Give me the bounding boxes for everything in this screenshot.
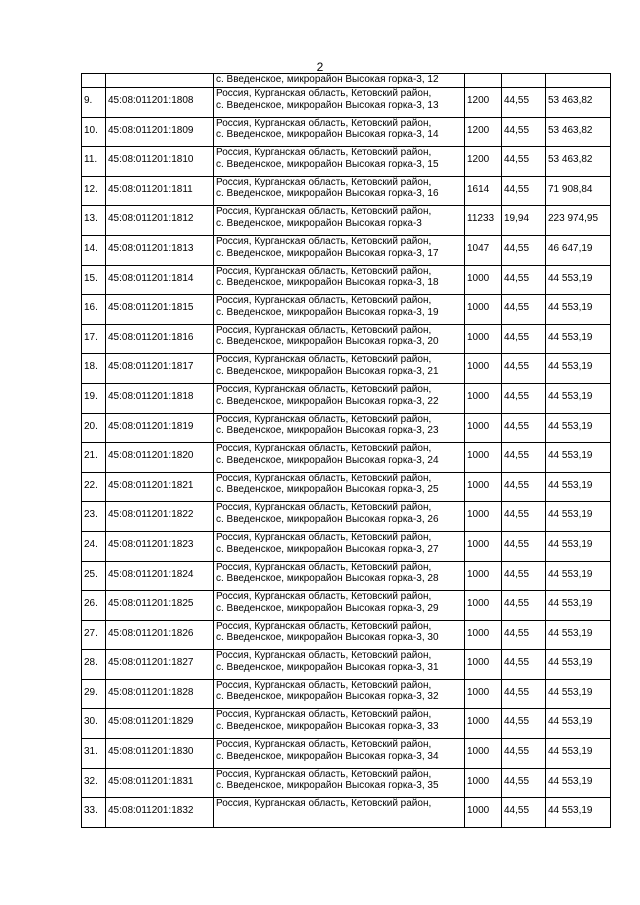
row-number-cell: 31. bbox=[82, 739, 106, 769]
rate-cell: 44,55 bbox=[502, 443, 546, 473]
table-row bbox=[82, 176, 611, 206]
area-cell: 1000 bbox=[465, 413, 502, 443]
value-cell: 44 553,19 bbox=[546, 472, 611, 502]
row-number-cell: 16. bbox=[82, 295, 106, 325]
value-cell bbox=[546, 74, 611, 88]
row-number-cell: 9. bbox=[82, 88, 106, 118]
address-line-1: Россия, Курганская область, Кетовский район, bbox=[216, 679, 432, 691]
table-row bbox=[82, 679, 611, 709]
rate-cell: 44,55 bbox=[502, 176, 546, 206]
address-cell bbox=[214, 147, 465, 177]
cadastral-number-cell: 45:08:011201:1827 bbox=[106, 650, 214, 680]
area-cell: 1000 bbox=[465, 354, 502, 384]
row-number-cell: 23. bbox=[82, 502, 106, 532]
address-line-2: с. Введенское, микрорайон Высокая горка-3, 30 bbox=[216, 632, 439, 644]
table-row bbox=[82, 354, 611, 384]
rate-cell: 44,55 bbox=[502, 383, 546, 413]
table-row bbox=[82, 324, 611, 354]
row-number-cell: 24. bbox=[82, 531, 106, 561]
row-number-cell: 28. bbox=[82, 650, 106, 680]
row-number-cell: 17. bbox=[82, 324, 106, 354]
table-row bbox=[82, 413, 611, 443]
row-number-cell: 21. bbox=[82, 443, 106, 473]
table-row bbox=[82, 561, 611, 591]
value-cell: 44 553,19 bbox=[546, 739, 611, 769]
rate-cell: 44,55 bbox=[502, 472, 546, 502]
address-line-1: Россия, Курганская область, Кетовский район, bbox=[216, 591, 432, 603]
cadastral-number-cell: 45:08:011201:1811 bbox=[106, 176, 214, 206]
table-row bbox=[82, 472, 611, 502]
row-number-cell: 30. bbox=[82, 709, 106, 739]
address-line-2: с. Введенское, микрорайон Высокая горка-3 bbox=[216, 217, 422, 229]
address-line-1: Россия, Курганская область, Кетовский район, bbox=[216, 650, 432, 662]
address-line-1: Россия, Курганская область, Кетовский район, bbox=[216, 295, 432, 307]
cadastral-number-cell: 45:08:011201:1820 bbox=[106, 443, 214, 473]
address-line-2: с. Введенское, микрорайон Высокая горка-3, 27 bbox=[216, 543, 439, 555]
area-cell: 1000 bbox=[465, 502, 502, 532]
value-cell: 44 553,19 bbox=[546, 383, 611, 413]
address-line-1: Россия, Курганская область, Кетовский район, bbox=[216, 117, 432, 129]
value-cell: 44 553,19 bbox=[546, 265, 611, 295]
address-line-2: с. Введенское, микрорайон Высокая горка-3, 20 bbox=[216, 336, 439, 348]
address-line-2: с. Введенское, микрорайон Высокая горка-3, 25 bbox=[216, 484, 439, 496]
area-cell: 11233 bbox=[465, 206, 502, 236]
row-number-cell: 29. bbox=[82, 679, 106, 709]
area-cell: 1000 bbox=[465, 531, 502, 561]
address-line-2: с. Введенское, микрорайон Высокая горка-3, 18 bbox=[216, 277, 439, 289]
address-line-2: с. Введенское, микрорайон Высокая горка-3, 32 bbox=[216, 691, 439, 703]
row-number-cell bbox=[82, 74, 106, 88]
value-cell: 53 463,82 bbox=[546, 117, 611, 147]
row-number-cell: 32. bbox=[82, 768, 106, 798]
address-line-1: Россия, Курганская область, Кетовский район, bbox=[216, 383, 432, 395]
value-cell: 44 553,19 bbox=[546, 354, 611, 384]
row-number-cell: 19. bbox=[82, 383, 106, 413]
value-cell: 223 974,95 bbox=[546, 206, 611, 236]
table-row bbox=[82, 502, 611, 532]
table-row bbox=[82, 620, 611, 650]
rate-cell bbox=[502, 74, 546, 88]
address-cell bbox=[214, 561, 465, 591]
address-line-2: с. Введенское, микрорайон Высокая горка-3, 28 bbox=[216, 573, 439, 585]
row-number-cell: 11. bbox=[82, 147, 106, 177]
address-cell bbox=[214, 443, 465, 473]
address-cell bbox=[214, 176, 465, 206]
cadastral-number-cell: 45:08:011201:1810 bbox=[106, 147, 214, 177]
area-cell: 1000 bbox=[465, 265, 502, 295]
rate-cell: 44,55 bbox=[502, 88, 546, 118]
address-cell bbox=[214, 531, 465, 561]
rate-cell: 19,94 bbox=[502, 206, 546, 236]
cadastral-number-cell: 45:08:011201:1823 bbox=[106, 531, 214, 561]
address-line-2: с. Введенское, микрорайон Высокая горка-3, 33 bbox=[216, 721, 439, 733]
area-cell: 1200 bbox=[465, 88, 502, 118]
value-cell: 44 553,19 bbox=[546, 650, 611, 680]
address-line-1: Россия, Курганская область, Кетовский район, bbox=[216, 561, 432, 573]
rate-cell: 44,55 bbox=[502, 354, 546, 384]
address-cell bbox=[214, 413, 465, 443]
rate-cell: 44,55 bbox=[502, 650, 546, 680]
table-row bbox=[82, 650, 611, 680]
value-cell: 46 647,19 bbox=[546, 235, 611, 265]
row-number-cell: 12. bbox=[82, 176, 106, 206]
area-cell: 1200 bbox=[465, 117, 502, 147]
row-number-cell: 18. bbox=[82, 354, 106, 384]
value-cell: 44 553,19 bbox=[546, 620, 611, 650]
rate-cell: 44,55 bbox=[502, 117, 546, 147]
address-line-1: Россия, Курганская область, Кетовский район, bbox=[216, 265, 432, 277]
value-cell: 44 553,19 bbox=[546, 768, 611, 798]
address-line-2: с. Введенское, микрорайон Высокая горка-3, 26 bbox=[216, 513, 439, 525]
row-number-cell: 33. bbox=[82, 798, 106, 828]
cadastral-number-cell: 45:08:011201:1826 bbox=[106, 620, 214, 650]
address-line-1: Россия, Курганская область, Кетовский район, bbox=[216, 147, 432, 159]
address-line-2: с. Введенское, микрорайон Высокая горка-3, 14 bbox=[216, 129, 439, 141]
area-cell: 1000 bbox=[465, 591, 502, 621]
table-row bbox=[82, 531, 611, 561]
address-cell bbox=[214, 650, 465, 680]
address-cell bbox=[214, 502, 465, 532]
table-row bbox=[82, 739, 611, 769]
page-number: 2 bbox=[316, 60, 324, 74]
address-cell: с. Введенское, микрорайон Высокая горка-3, 12 bbox=[214, 74, 465, 88]
cadastral-number-cell: 45:08:011201:1817 bbox=[106, 354, 214, 384]
area-cell: 1000 bbox=[465, 679, 502, 709]
rate-cell: 44,55 bbox=[502, 502, 546, 532]
area-cell: 1000 bbox=[465, 443, 502, 473]
row-number-cell: 13. bbox=[82, 206, 106, 236]
table-row bbox=[82, 295, 611, 325]
value-cell: 53 463,82 bbox=[546, 147, 611, 177]
address-cell bbox=[214, 768, 465, 798]
area-cell: 1000 bbox=[465, 324, 502, 354]
cadastral-number-cell: 45:08:011201:1822 bbox=[106, 502, 214, 532]
area-cell: 1000 bbox=[465, 620, 502, 650]
address-cell bbox=[214, 472, 465, 502]
area-cell: 1000 bbox=[465, 650, 502, 680]
row-number-cell: 26. bbox=[82, 591, 106, 621]
table-row bbox=[82, 88, 611, 118]
row-number-cell: 15. bbox=[82, 265, 106, 295]
address-line-2: с. Введенское, микрорайон Высокая горка-3, 31 bbox=[216, 661, 439, 673]
rate-cell: 44,55 bbox=[502, 591, 546, 621]
table-row bbox=[82, 798, 611, 828]
table-row bbox=[82, 709, 611, 739]
value-cell: 53 463,82 bbox=[546, 88, 611, 118]
value-cell: 44 553,19 bbox=[546, 443, 611, 473]
area-cell: 1000 bbox=[465, 798, 502, 828]
land-plots-table bbox=[81, 73, 611, 828]
cadastral-number-cell: 45:08:011201:1812 bbox=[106, 206, 214, 236]
table-row bbox=[82, 591, 611, 621]
address-line-1: Россия, Курганская область, Кетовский район, bbox=[216, 768, 432, 780]
row-number-cell: 14. bbox=[82, 235, 106, 265]
value-cell: 44 553,19 bbox=[546, 561, 611, 591]
area-cell: 1000 bbox=[465, 739, 502, 769]
table-row bbox=[82, 206, 611, 236]
address-cell bbox=[214, 591, 465, 621]
rate-cell: 44,55 bbox=[502, 709, 546, 739]
address-line-2: с. Введенское, микрорайон Высокая горка-3, 21 bbox=[216, 365, 439, 377]
address-line-1: Россия, Курганская область, Кетовский район, bbox=[216, 88, 432, 99]
table-row bbox=[82, 443, 611, 473]
address-cell bbox=[214, 235, 465, 265]
rate-cell: 44,55 bbox=[502, 265, 546, 295]
cadastral-number-cell: 45:08:011201:1821 bbox=[106, 472, 214, 502]
area-cell: 1614 bbox=[465, 176, 502, 206]
address-line-2: с. Введенское, микрорайон Высокая горка-3, 17 bbox=[216, 247, 439, 259]
address-line-1: Россия, Курганская область, Кетовский район, bbox=[216, 354, 432, 366]
address-cell bbox=[214, 265, 465, 295]
cadastral-number-cell: 45:08:011201:1831 bbox=[106, 768, 214, 798]
cadastral-number-cell: 45:08:011201:1809 bbox=[106, 117, 214, 147]
rate-cell: 44,55 bbox=[502, 235, 546, 265]
address-cell bbox=[214, 324, 465, 354]
cadastral-number-cell: 45:08:011201:1814 bbox=[106, 265, 214, 295]
rate-cell: 44,55 bbox=[502, 561, 546, 591]
row-number-cell: 27. bbox=[82, 620, 106, 650]
address-cell bbox=[214, 206, 465, 236]
cadastral-number-cell: 45:08:011201:1813 bbox=[106, 235, 214, 265]
cadastral-number-cell: 45:08:011201:1818 bbox=[106, 383, 214, 413]
value-cell: 44 553,19 bbox=[546, 591, 611, 621]
address-cell bbox=[214, 295, 465, 325]
table-row bbox=[82, 768, 611, 798]
rate-cell: 44,55 bbox=[502, 739, 546, 769]
area-cell: 1000 bbox=[465, 561, 502, 591]
address-line-1: Россия, Курганская область, Кетовский район, bbox=[216, 206, 432, 218]
address-cell bbox=[214, 798, 465, 828]
address-line-1: Россия, Курганская область, Кетовский район, bbox=[216, 739, 432, 751]
cadastral-number-cell: 45:08:011201:1828 bbox=[106, 679, 214, 709]
area-cell: 1000 bbox=[465, 768, 502, 798]
area-cell: 1000 bbox=[465, 472, 502, 502]
row-number-cell: 20. bbox=[82, 413, 106, 443]
table-row bbox=[82, 265, 611, 295]
table-row-continuation bbox=[82, 74, 611, 88]
area-cell: 1000 bbox=[465, 709, 502, 739]
rate-cell: 44,55 bbox=[502, 679, 546, 709]
value-cell: 44 553,19 bbox=[546, 324, 611, 354]
area-cell: 1200 bbox=[465, 147, 502, 177]
address-line-2: с. Введенское, микрорайон Высокая горка-3, 34 bbox=[216, 750, 439, 762]
table-row bbox=[82, 147, 611, 177]
address-line-2: с. Введенское, микрорайон Высокая горка-3, 35 bbox=[216, 780, 439, 792]
rate-cell: 44,55 bbox=[502, 295, 546, 325]
rate-cell: 44,55 bbox=[502, 413, 546, 443]
address-line-1: Россия, Курганская область, Кетовский район, bbox=[216, 502, 432, 514]
address-cell bbox=[214, 709, 465, 739]
address-line-1: Россия, Курганская область, Кетовский район, bbox=[216, 324, 432, 336]
address-line-1: Россия, Курганская область, Кетовский район, bbox=[216, 798, 432, 810]
table-body bbox=[82, 74, 611, 828]
cadastral-number-cell: 45:08:011201:1830 bbox=[106, 739, 214, 769]
cadastral-number-cell bbox=[106, 74, 214, 88]
address-line-2: с. Введенское, микрорайон Высокая горка-3, 22 bbox=[216, 395, 439, 407]
value-cell: 44 553,19 bbox=[546, 709, 611, 739]
address-line-1: Россия, Курганская область, Кетовский район, bbox=[216, 235, 432, 247]
cadastral-number-cell: 45:08:011201:1808 bbox=[106, 88, 214, 118]
address-line-2: с. Введенское, микрорайон Высокая горка-3, 24 bbox=[216, 454, 439, 466]
address-line-1: Россия, Курганская область, Кетовский район, bbox=[216, 531, 432, 543]
cadastral-number-cell: 45:08:011201:1829 bbox=[106, 709, 214, 739]
cadastral-number-cell: 45:08:011201:1824 bbox=[106, 561, 214, 591]
value-cell: 44 553,19 bbox=[546, 798, 611, 828]
address-line-1: Россия, Курганская область, Кетовский район, bbox=[216, 413, 432, 425]
table-row bbox=[82, 117, 611, 147]
cadastral-number-cell: 45:08:011201:1825 bbox=[106, 591, 214, 621]
address-line-1: Россия, Курганская область, Кетовский район, bbox=[216, 443, 432, 455]
value-cell: 44 553,19 bbox=[546, 679, 611, 709]
rate-cell: 44,55 bbox=[502, 768, 546, 798]
address-cell bbox=[214, 354, 465, 384]
area-cell bbox=[465, 74, 502, 88]
value-cell: 44 553,19 bbox=[546, 502, 611, 532]
address-line-1: Россия, Курганская область, Кетовский район, bbox=[216, 472, 432, 484]
row-number-cell: 22. bbox=[82, 472, 106, 502]
address-line-2: с. Введенское, микрорайон Высокая горка-3, 23 bbox=[216, 425, 439, 437]
address-cell bbox=[214, 88, 465, 118]
rate-cell: 44,55 bbox=[502, 324, 546, 354]
table-row bbox=[82, 235, 611, 265]
value-cell: 44 553,19 bbox=[546, 531, 611, 561]
address-line-2: с. Введенское, микрорайон Высокая горка-3, 29 bbox=[216, 602, 439, 614]
address-line-1: Россия, Курганская область, Кетовский район, bbox=[216, 176, 432, 188]
cadastral-number-cell: 45:08:011201:1832 bbox=[106, 798, 214, 828]
cadastral-number-cell: 45:08:011201:1819 bbox=[106, 413, 214, 443]
table-row bbox=[82, 383, 611, 413]
value-cell: 71 908,84 bbox=[546, 176, 611, 206]
rate-cell: 44,55 bbox=[502, 147, 546, 177]
address-line-1: Россия, Курганская область, Кетовский район, bbox=[216, 620, 432, 632]
rate-cell: 44,55 bbox=[502, 798, 546, 828]
address-cell bbox=[214, 620, 465, 650]
row-number-cell: 25. bbox=[82, 561, 106, 591]
address-line-2: с. Введенское, микрорайон Высокая горка-3, 15 bbox=[216, 158, 439, 170]
value-cell: 44 553,19 bbox=[546, 413, 611, 443]
address-line-2: с. Введенское, микрорайон Высокая горка-3, 16 bbox=[216, 188, 439, 200]
address-line-1: Россия, Курганская область, Кетовский район, bbox=[216, 709, 432, 721]
rate-cell: 44,55 bbox=[502, 531, 546, 561]
area-cell: 1047 bbox=[465, 235, 502, 265]
cadastral-number-cell: 45:08:011201:1816 bbox=[106, 324, 214, 354]
value-cell: 44 553,19 bbox=[546, 295, 611, 325]
address-line-2: с. Введенское, микрорайон Высокая горка-3, 13 bbox=[216, 99, 439, 111]
area-cell: 1000 bbox=[465, 383, 502, 413]
cadastral-number-cell: 45:08:011201:1815 bbox=[106, 295, 214, 325]
rate-cell: 44,55 bbox=[502, 620, 546, 650]
address-cell bbox=[214, 383, 465, 413]
address-cell bbox=[214, 739, 465, 769]
address-line-2: с. Введенское, микрорайон Высокая горка-3, 19 bbox=[216, 306, 439, 318]
address-cell bbox=[214, 679, 465, 709]
area-cell: 1000 bbox=[465, 295, 502, 325]
row-number-cell: 10. bbox=[82, 117, 106, 147]
address-cell bbox=[214, 117, 465, 147]
